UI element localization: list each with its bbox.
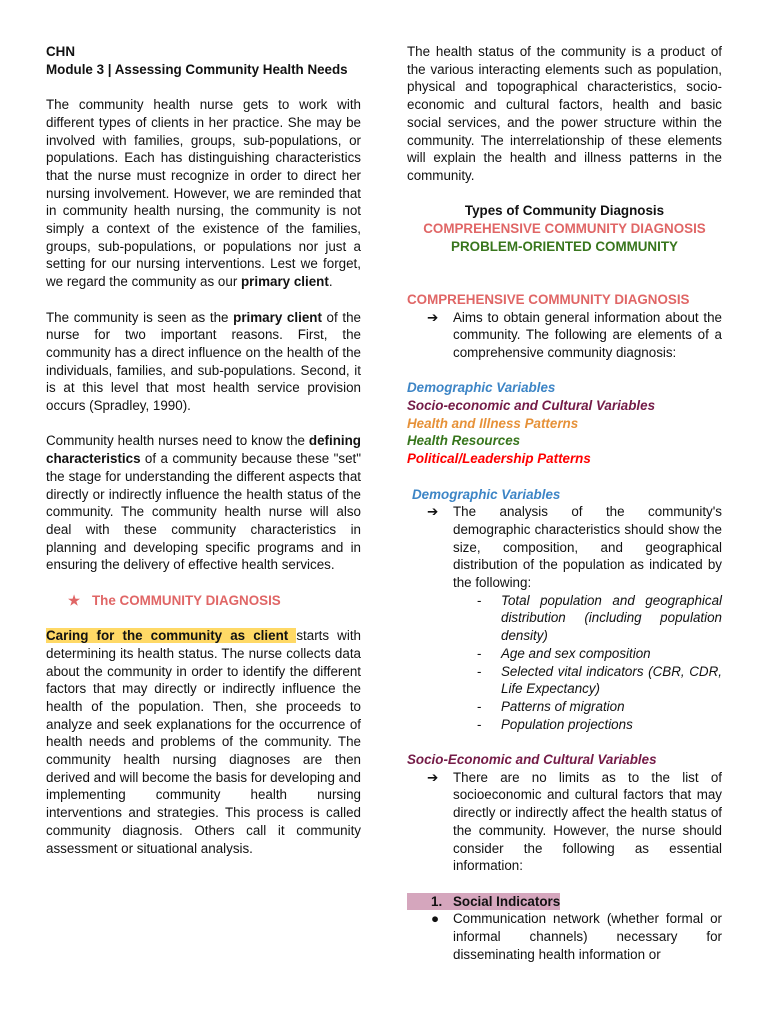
list-item: ➔ The analysis of the community's demographic characteristics should show the size, composition, and geographical distribution of the population as indicated by the following: [407,503,722,592]
health-status-paragraph: The health status of the community is a product of the various interacting elements such as population, physical and topographical characteristics, socio-economic and cultural factors, health and basic social services, and the power structure within the community. The interrelationship of these elements will explain the health and illness patterns in the community. [407,44,722,183]
demographic-heading: Demographic Variables [412,486,561,502]
course-code: CHN [46,44,76,59]
intro-paragraph: The community health nurse gets to work with different types of clients in her practice. She may be involved with families, groups, sub-populations, or populations. Each has distinguishing characteristics that the nurse must recognize in order to direct her nursing involvement. However, we are reminded that in community health nursing, the community is not simply a context of the existence of the families, groups, sub-populations, or populations nor just a setting for our nursing interventions. Lest we forget, we regard the community as our primary client. [46,97,361,290]
type-comprehensive: COMPREHENSIVE COMMUNITY DIAGNOSIS [423,221,706,237]
list-item: - Age and sex composition [477,645,651,661]
arrow-icon: ➔ [427,504,439,520]
star-icon: ★ [68,592,81,608]
list-item: ● Communication network (whether formal or informal channels) necessary for disseminating health information or [407,910,722,963]
list-item: ➔ There are no limits as to the list of socioeconomic and cultural factors that may directly or indirectly affect the health status of the community. However, the nurse should consider the following as essential information: [407,769,722,875]
primary-client-paragraph: The community is seen as the primary client of the nurse for two important reasons. First, the community has a direct influence on the health of the individuals, families, and sub-populations. Second, it is at this level that most health service provision occurs (Spradley, 1990). [46,309,361,414]
module-title: Module 3 | Assessing Community Health Needs [46,61,348,77]
left-column [46,43,361,857]
right-column [407,43,722,963]
element-resources: Health Resources [407,433,521,449]
community-diagnosis-heading: ★ The COMMUNITY DIAGNOSIS [68,592,281,608]
comprehensive-heading: COMPREHENSIVE COMMUNITY DIAGNOSIS [407,291,690,307]
list-item: - Population projections [477,716,633,732]
list-item: ➔ Aims to obtain general information about the community. The following are elements of a comprehensive community diagnosis: [407,309,722,362]
list-item: - Selected vital indicators (CBR, CDR, Life Expectancy) [477,663,722,697]
highlighted-phrase: Caring for the community as client [46,628,297,644]
types-title: Types of Community Diagnosis [464,203,665,219]
social-indicators-heading: 1. Social Indicators [407,893,722,911]
defining-characteristics-paragraph: Community health nurses need to know the defining characteristics of a community because these "set" the stage for understanding the different aspects that directly or indirectly influence the health status of the community. The community health nurse will also deal with these community characteristics in planning and developing specific programs and in ensuring the delivery of effective health services. [46,433,361,573]
element-health-illness: Health and Illness Patterns [407,415,579,431]
arrow-icon: ➔ [427,309,439,325]
element-socio: Socio-economic and Cultural Variables [407,398,656,413]
element-political: Political/Leadership Patterns [407,451,591,467]
list-item: - Total population and geographical distribution (including population density) [477,592,722,644]
list-item: - Patterns of migration [477,698,625,714]
caring-paragraph: Caring for the community as client starts with determining its health status. The nurse collects data about the community in order to identify the different factors that may directly or indirectly influence the health of the population. Then, she proceeds to analyze and seek explanations for the occurrence of health needs and problems of the community. The community health nursing diagnoses are then derived and will become the basis for developing and implementing community health nursing interventions and strategies. This process is called community diagnosis. Others call it community assessment or situational analysis. [46,628,361,856]
socio-heading: Socio-Economic and Cultural Variables [407,752,657,768]
bullet-icon: ● [431,911,440,927]
type-problem-oriented: PROBLEM-ORIENTED COMMUNITY [451,238,678,254]
element-demographic: Demographic Variables [407,380,556,396]
arrow-icon: ➔ [427,769,439,785]
